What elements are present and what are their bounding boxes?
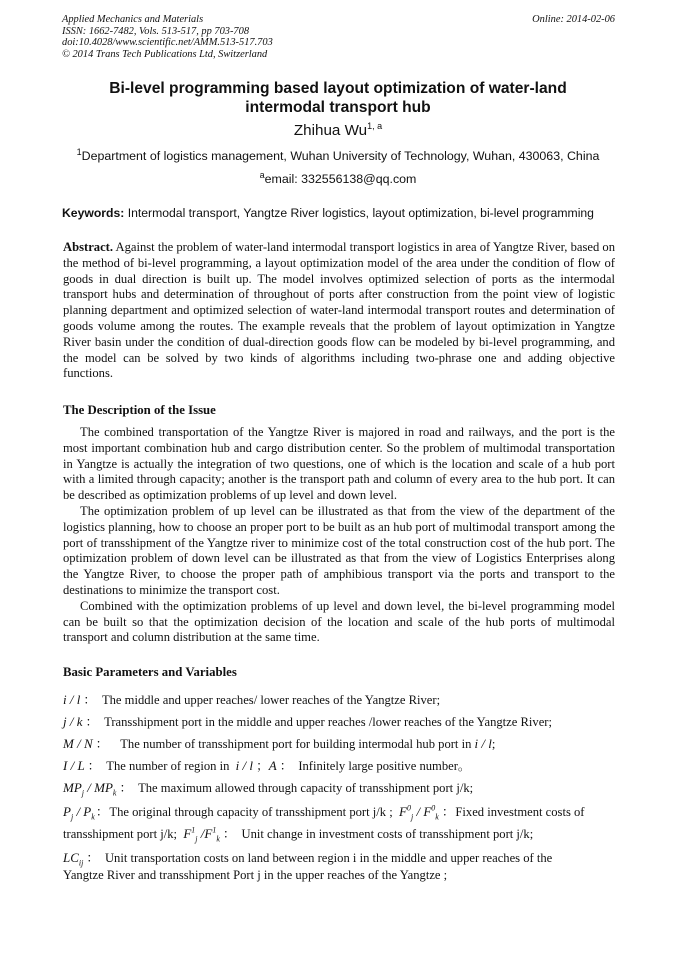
journal-issn: ISSN: 1662-7482, Vols. 513-517, pp 703-708 (62, 25, 250, 37)
param-row-lc-cont (63, 868, 447, 884)
param-separator: ： (441, 805, 455, 819)
param-symbol-f0: $F^0_j / F^0_k$ (399, 803, 439, 822)
abstract-text: Against the problem of water-land intermodal transport logistics in area of Yangtze River, based on the method of bi-level programming, a layout optimization model of the area under the condition of flow of goods in dual direction is built up. The model involves optimized selection of ports as the intermodal transport hubs and determination of throughout of ports after construction from the point view of logistic planning department and optimized selection of water-land intermodal transport routes and determination of goods volume among the routes. The example reveals that the problem of layout optimization in Yangtze River basin under the condition of dual-direction goods flow can be modeled by bi-level programming, and the model can be solved by two kinds of algorithms including two-phrase one and adding objective functions. (63, 240, 615, 381)
section-description-body (63, 425, 615, 646)
param-description: The maximum allowed through capacity of transshipment port j/k; (138, 781, 474, 795)
author-line (62, 122, 614, 139)
online-date: Online: 2014-02-06 (532, 14, 615, 25)
section-heading-description: The Description of the Issue (63, 403, 216, 417)
param-symbol: M / N (63, 736, 93, 751)
author-name: Zhihua Wu (293, 122, 368, 139)
keywords-label: Keywords: (62, 206, 125, 220)
param-description: Unit transportation costs on land between region i in the middle and upper reaches of the (104, 851, 553, 865)
param-separator: ： (83, 693, 96, 707)
paragraph-1: The combined transportation of the Yangtze River is majored in road and railways, and the port is the most important combination hub and cargo distribution center. So the problem of multimodal transportation in Yangtze is actually the integration of two questions, one of which is the location and scale of a hub port with a limited through capacity; another is the transport path and column of every area to the hub port. It can be described as optimization problems of up level and down level. (63, 425, 615, 503)
param-row-f1 (63, 826, 533, 843)
param-row-m-n (63, 736, 495, 753)
paper-title (62, 80, 614, 117)
param-end: 。 (457, 759, 471, 773)
param-separator: ： (85, 715, 99, 729)
abstract-label: Abstract. (63, 240, 114, 254)
affiliation-sup: 1 (76, 146, 82, 157)
journal-doi: doi:10.4028/www.scientific.net/AMM.513-517.703 (62, 37, 273, 49)
param-continuation: Yangtze River and transshipment Port j in the upper reaches of the Yangtze ; (63, 868, 448, 882)
param-separator: ： (87, 759, 101, 773)
param-description-2: Fixed investment costs of (455, 805, 585, 819)
param-symbol-inline: i / l (235, 758, 254, 773)
affiliation-text: Department of logistics management, Wuhan University of Technology, Wuhan, 430063, China (81, 149, 600, 163)
author-sup: 1, a (367, 120, 383, 131)
param-continuation: transshipment port j/k; (63, 827, 178, 841)
param-description: The original through capacity of transshipment port j/k ; (109, 805, 393, 819)
param-symbol: I / L (63, 758, 85, 773)
param-symbol: i / l (63, 692, 81, 707)
email-sup: a (259, 169, 265, 180)
param-separator: ： (95, 805, 109, 819)
param-symbol: $LC_{ij}$ (63, 850, 84, 868)
param-description-2: Infinitely large positive number (298, 759, 458, 773)
param-symbol-inline: i / l (474, 736, 492, 751)
param-semicolon: ； (256, 759, 269, 773)
param-description: The middle and upper reaches/ lower reaches of the Yangtze River; (101, 693, 441, 707)
param-separator: ： (279, 759, 293, 773)
param-end: ; (491, 737, 496, 751)
affiliation (62, 146, 614, 163)
email-text: email: 332556138@qq.com (264, 172, 417, 186)
param-row-p-f0 (63, 804, 585, 821)
abstract (63, 240, 615, 382)
param-separator: ： (119, 781, 133, 795)
param-separator: ： (95, 737, 109, 751)
keywords (62, 206, 614, 220)
param-row-i-l (63, 692, 440, 709)
param-row-i-l-count (63, 758, 471, 775)
param-symbol-a: A (268, 758, 277, 773)
param-row-mp (63, 780, 473, 797)
param-separator: ： (222, 827, 236, 841)
keywords-text: Intermodal transport, Yangtze River logistics, layout optimization, bi-level programming (124, 206, 594, 220)
param-symbol: $MP_j / MP_k$ (63, 780, 117, 798)
journal-name: Applied Mechanics and Materials (62, 14, 204, 25)
param-description: The number of transshipment port for building intermodal hub port in (120, 737, 472, 751)
param-symbol-f1: $F^1_j$ $/F^1_k$ (183, 825, 220, 844)
paper-title-line-1: Bi-level programming based layout optimization of water-land (109, 80, 567, 97)
paper-title-line-2: intermodal transport hub (245, 98, 431, 116)
param-symbol: j / k (63, 714, 83, 729)
param-description: Unit change in investment costs of transshipment port j/k; (241, 827, 534, 841)
paragraph-2: The optimization problem of up level can be illustrated as that from the view of the department of the logistics planning, how to choose an proper port to be built as an hub port of multimodal transport among the port of transshipment of the Yangtze river to minimize cost of the total construction cost of the hub port. The optimization problem of down level can be illustrated as that from the view of Logistics Enterprises along the Yangtze River, to choose the proper path of amphibious transport via the ports and transport to the destinations to minimize the transport cost. (63, 503, 615, 597)
param-description: The number of region in (106, 759, 230, 773)
param-separator: ： (86, 851, 99, 865)
paragraph-3: Combined with the optimization problems of up level and down level, the bi-level programming model can be built so that the optimization decision of the location and scale of the hub ports of multimodal transport and column distribution at the same time. (63, 598, 615, 645)
journal-copyright: © 2014 Trans Tech Publications Ltd, Switzerland (62, 48, 268, 60)
param-symbol: $P_j / P_k$ (63, 804, 95, 822)
section-heading-parameters: Basic Parameters and Variables (63, 665, 237, 679)
journal-header (62, 14, 422, 60)
author-email (62, 169, 614, 186)
param-row-lc (63, 850, 552, 867)
param-description: Transshipment port in the middle and upper reaches /lower reaches of the Yangtze River; (104, 715, 552, 729)
param-row-j-k (63, 714, 552, 731)
